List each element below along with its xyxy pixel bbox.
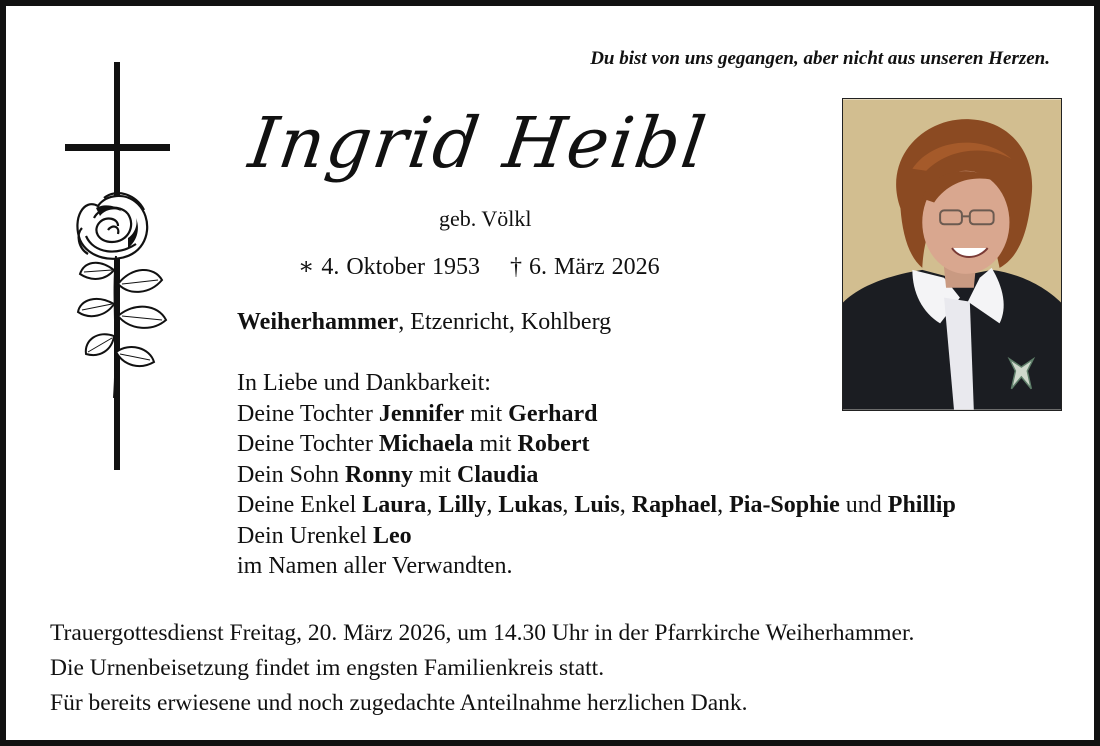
- death-date: 6. März 2026: [528, 254, 660, 280]
- family-line-grandchildren: Deine Enkel Laura, Lilly, Lukas, Luis, Raphael, Pia-Sophie und Phillip: [237, 492, 956, 518]
- cross-with-rose-icon: [58, 58, 183, 478]
- family-line-great-grandchild: Dein Urenkel Leo: [237, 522, 412, 549]
- family-line-daughter1: Deine Tochter Jennifer mit Gerhard: [237, 400, 598, 427]
- place-others: , Etzenricht, Kohlberg: [398, 309, 612, 335]
- places: [237, 309, 611, 336]
- birth-symbol: ∗: [298, 254, 315, 280]
- footer-line-1: Trauergottesdienst Freitag, 20. März 2026, um 14.30 Uhr in der Pfarrkirche Weiherhammer.: [50, 620, 915, 646]
- family-line-son: Dein Sohn Ronny mit Claudia: [237, 461, 539, 488]
- portrait-photo: [842, 98, 1062, 411]
- motto: Du bist von uns gegangen, aber nicht aus unseren Herzen.: [590, 48, 1050, 69]
- service-info: [50, 616, 914, 721]
- family-line-daughter2: Deine Tochter Michaela mit Robert: [237, 431, 590, 457]
- life-dates: [298, 252, 660, 281]
- place-main: Weiherhammer: [237, 309, 399, 335]
- family-intro: In Liebe und Dankbarkeit:: [237, 370, 491, 396]
- birth-date: 4. Oktober 1953: [321, 254, 480, 280]
- footer-line-2: Die Urnenbeisetzung findet im engsten Familienkreis statt.: [50, 655, 605, 681]
- death-symbol: †: [509, 254, 522, 280]
- footer-line-3: Für bereits erwiesene und noch zugedachte Anteilnahme herzlichen Dank.: [50, 690, 748, 716]
- family-closing: im Namen aller Verwandten.: [237, 553, 513, 579]
- maiden-name: geb. Völkl: [439, 206, 532, 231]
- deceased-name: Ingrid Heibl: [244, 102, 713, 184]
